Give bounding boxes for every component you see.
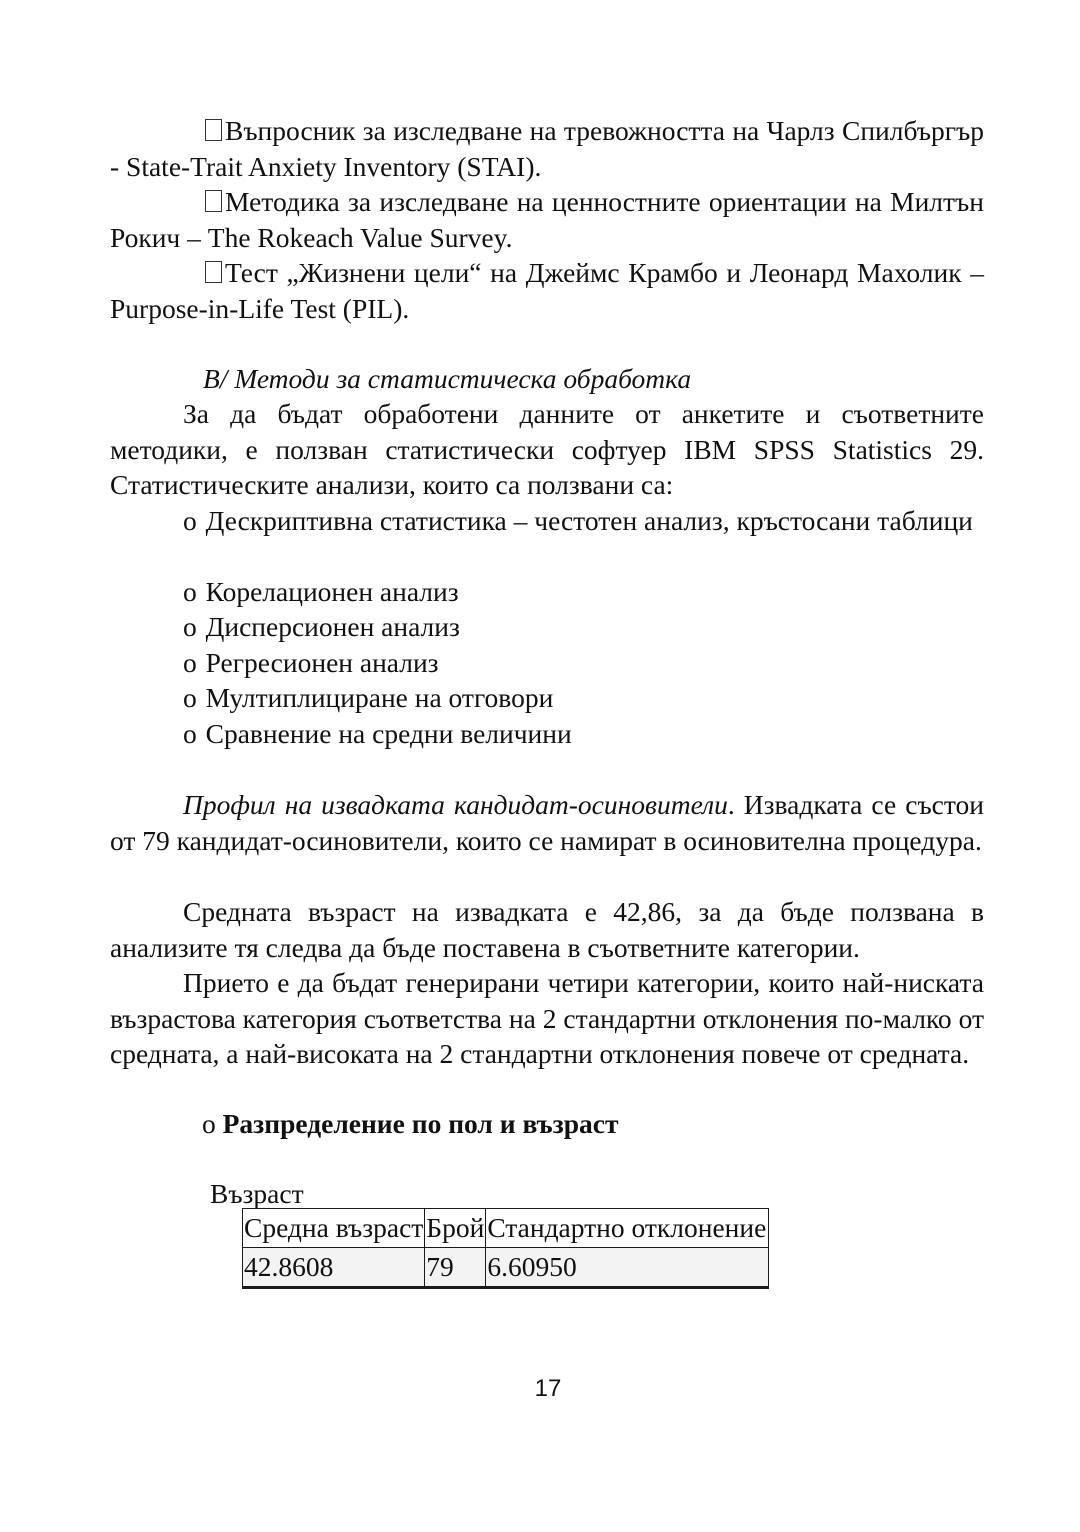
checkbox-bullet-icon (205, 190, 222, 212)
checkbox-bullet-icon (205, 119, 222, 141)
bullet-icon: o (183, 718, 197, 749)
table-cell: 42.8608 (243, 1248, 425, 1288)
analysis-item (183, 680, 553, 716)
table-row (243, 1248, 769, 1288)
analysis-item (183, 574, 459, 610)
mean-age-paragraph: Средната възраст на извадката е 42,86, за да бъде ползвана в анализите тя следва да бъде поставена в съответните категории. (110, 896, 984, 963)
analysis-label: Дескриптивна статистика – честотен анализ, кръстосани таблици (205, 505, 973, 536)
questionnaire-item-rokeach (110, 184, 984, 255)
analysis-label: Регресионен анализ (205, 647, 439, 678)
statistics-intro-paragraph: За да бъдат обработени данните от анкетите и съответните методики, е ползван статистически софтуер IBM SPSS Statistics 29. Статистическите анализи, които са ползвани са: (110, 398, 984, 500)
table-title: Възраст (210, 1178, 304, 1209)
analysis-label: Сравнение на средни величини (205, 718, 572, 749)
column-header: Стандартно отклонение (486, 1209, 769, 1248)
questionnaire-item-pil (110, 255, 984, 326)
analysis-item (110, 503, 984, 539)
questionnaire-text: Въпросник за изследване на тревожността на Чарлз Спилбъргър - State-Trait Anxiety Inventory (STAI). (110, 115, 984, 182)
analysis-item (183, 716, 572, 752)
analysis-label: Дисперсионен анализ (205, 611, 460, 642)
page-number: 17 (534, 1375, 562, 1402)
bullet-icon: o (183, 576, 197, 607)
profile-lead: Профил на извадката кандидат-осиновители (183, 789, 728, 820)
table-cell: 79 (425, 1248, 486, 1288)
categories-paragraph: Прието е да бъдат генерирани четири категории, които най-ниската възрастова категория съответства на 2 стандартни отклонения по-малко от средната, а най-високата на 2 стандартни отклонения повече от средната. (110, 967, 984, 1069)
profile-paragraph (110, 787, 984, 858)
analysis-item (183, 609, 460, 645)
bullet-icon: o (183, 682, 197, 713)
questionnaire-item-stai (110, 113, 984, 184)
bullet-icon: o (183, 647, 197, 678)
column-header: Брой (425, 1209, 486, 1248)
analysis-item (183, 645, 439, 681)
section-heading: В/ Методи за статистическа обработка (203, 363, 692, 394)
analysis-label: Мултиплициране на отговори (205, 682, 554, 713)
bullet-icon: o (183, 505, 197, 536)
questionnaire-text: Тест „Жизнени цели“ на Джеймс Крамбо и Леонард Махолик – Purpose-in-Life Test (PIL). (110, 257, 984, 324)
subheading-text: Разпределение по пол и възраст (222, 1108, 619, 1139)
table-cell: 6.60950 (486, 1248, 769, 1288)
profile-text: . Извадката се състои от 79 кандидат-осиновители, които се намират в осиновителна процедура. (110, 789, 984, 856)
bullet-icon: o (183, 611, 197, 642)
bullet-icon: o (202, 1108, 216, 1139)
table-header-row (243, 1209, 769, 1248)
age-statistics-table (242, 1208, 769, 1289)
questionnaire-text: Методика за изследване на ценностните ориентации на Милтън Рокич – The Rokeach Value Survey. (110, 186, 984, 253)
distribution-subheading (202, 1106, 618, 1142)
checkbox-bullet-icon (205, 261, 222, 283)
analysis-label: Корелационен анализ (205, 576, 459, 607)
column-header: Средна възраст (243, 1209, 425, 1248)
